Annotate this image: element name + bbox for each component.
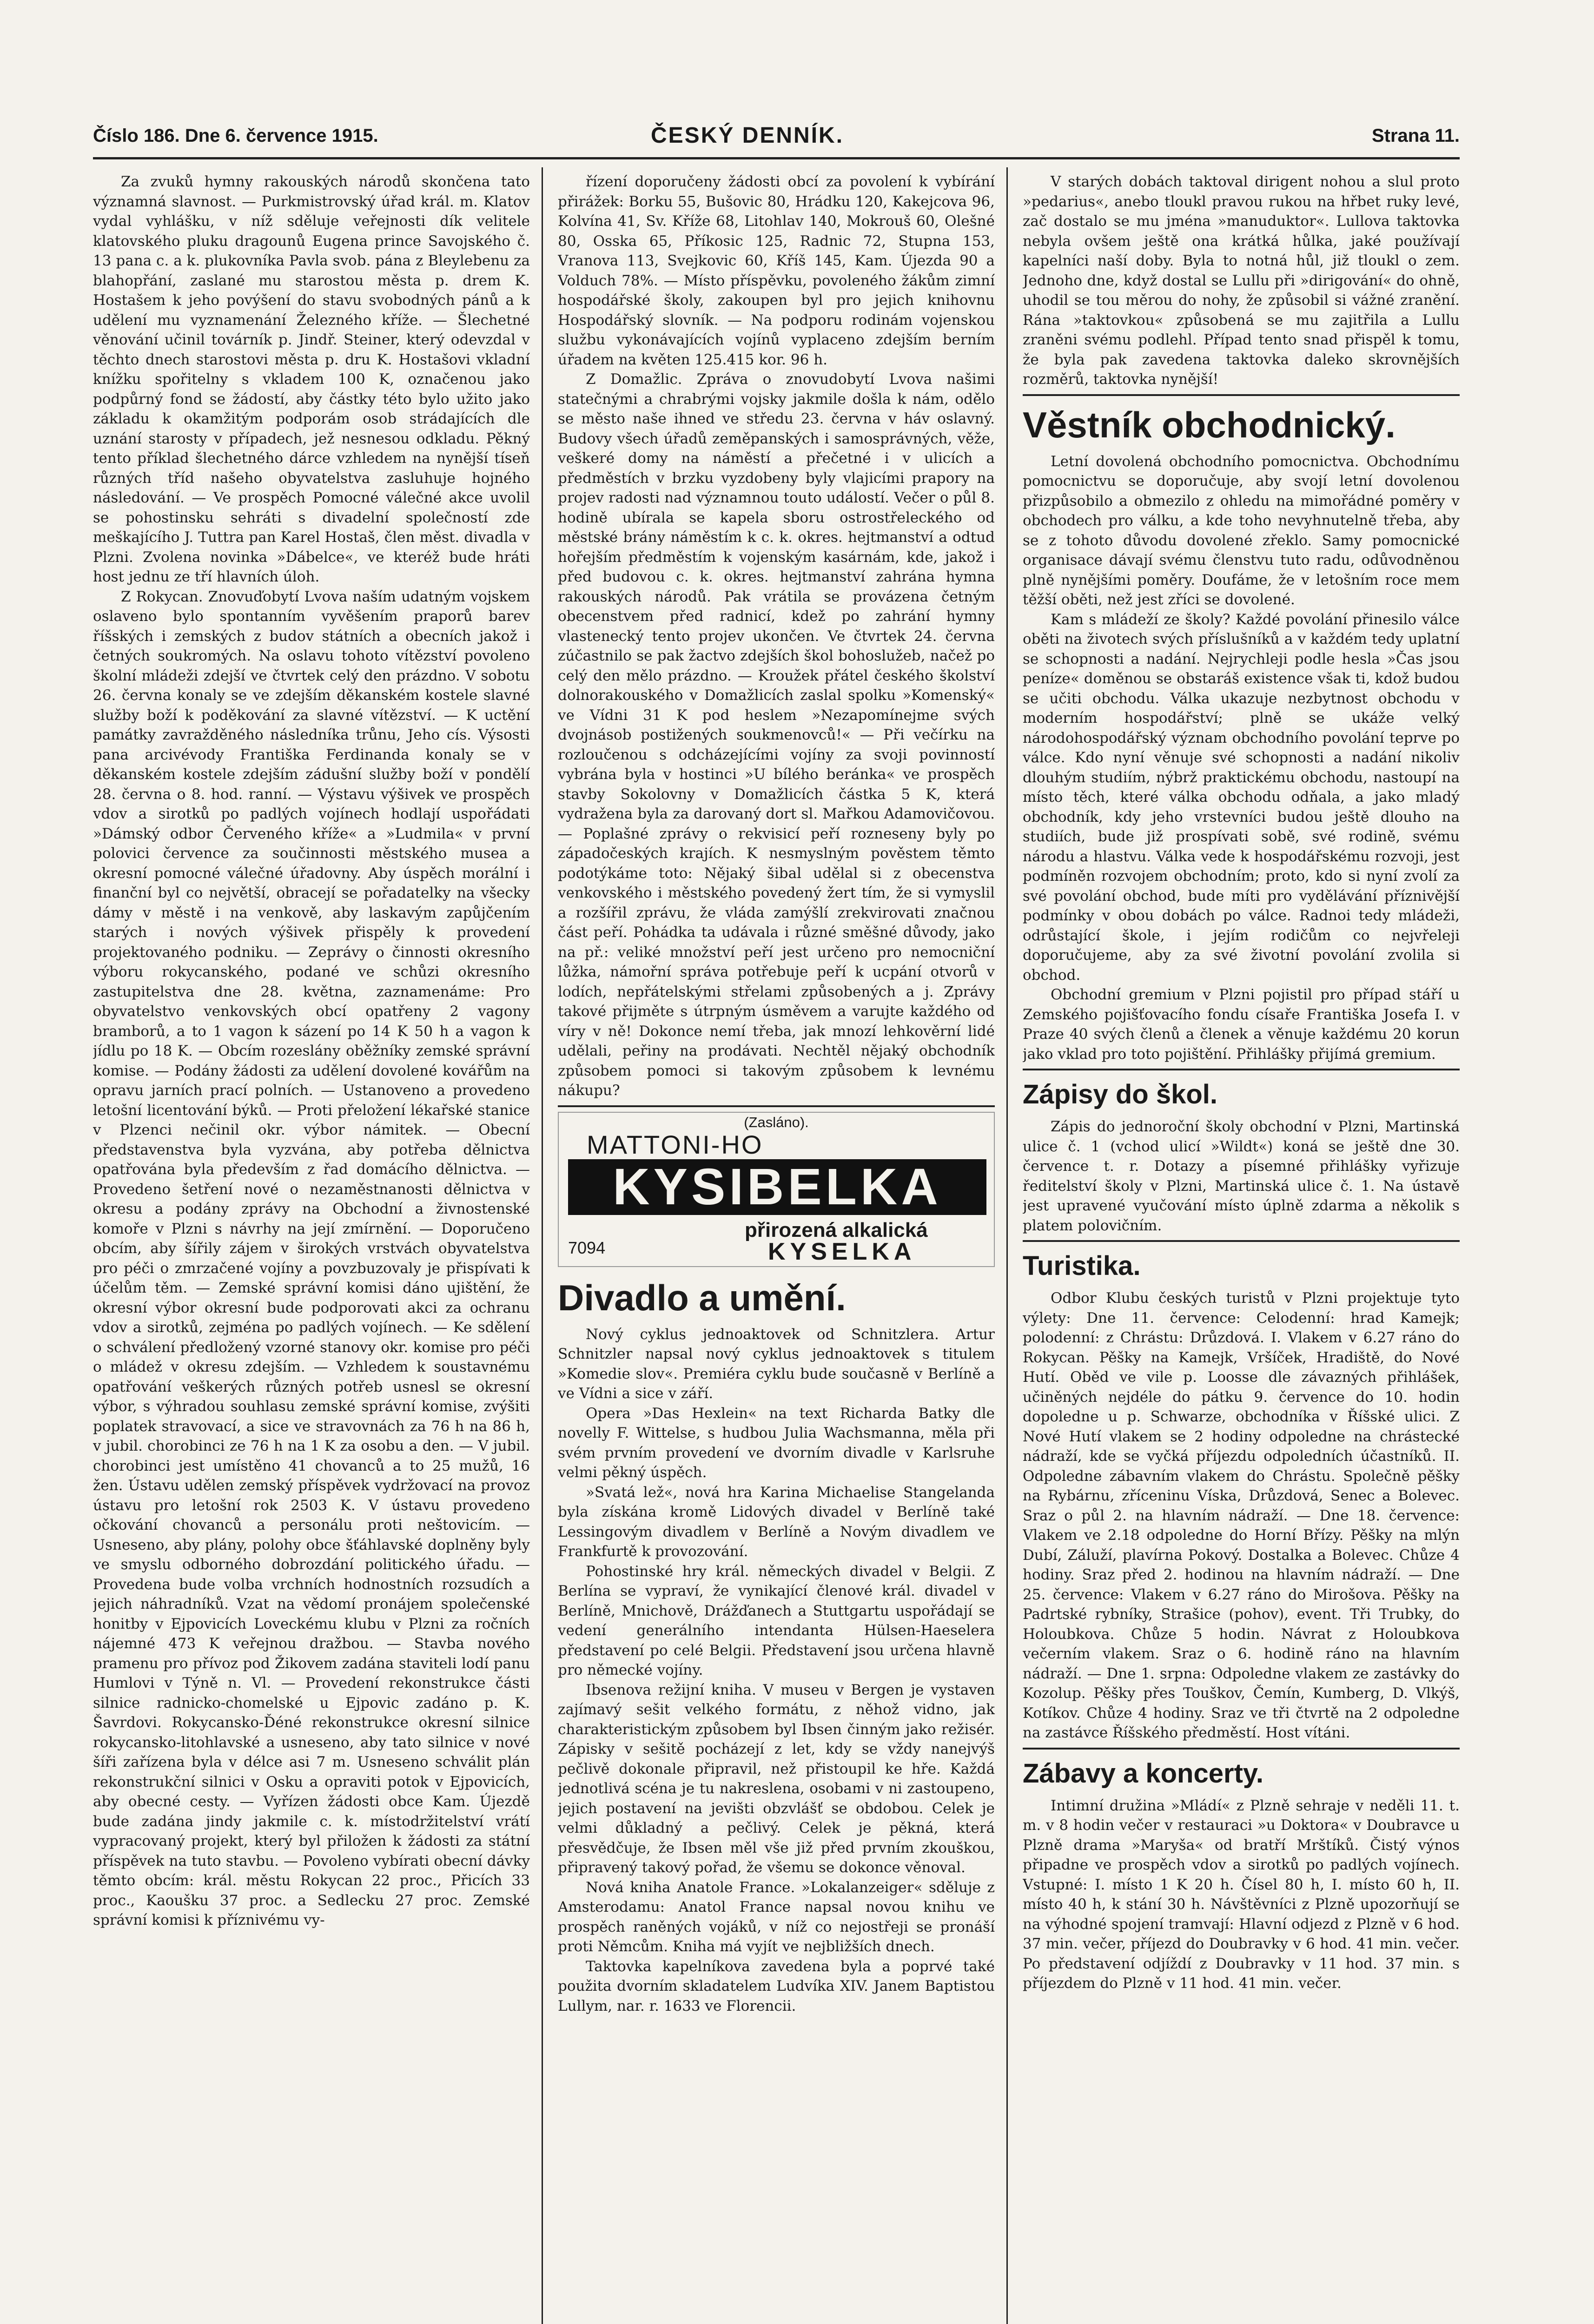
page-number: Strana 11. (1371, 125, 1460, 146)
ad-subtitle-2: KYSELKA (768, 1238, 916, 1265)
concerts-paragraph: Intimní družina »Mládí« z Plzně sehraje v neděli 11. t. m. v 8 hodin večer v restauraci »u Doktora« v Doubravce u Plzně drama »Maryša« od bratří Mrštíků. Čistý výnos připadne ve prospěch vdov a sirotků po padlých vojínech. Vstupné: I. místo 1 K 20 h. Čísel 80 h, I. místo 60 h, II. místo 40 h, k stání 30 h. Návštěvníci z Plzně upozorňují se na výhodné spojení tramvají: Hlavní odjezd z Plzně v 6 hod. 37 min. večer, příjezd do Doubravky v 6 hod. 41 min. večer. Po představení odjíždí z Doubravky v 11 hod. 37 min. s příjezdem do Plzně v 11 hod. 41 min. večer. (1023, 1797, 1460, 1992)
mattoni-advertisement (558, 1112, 995, 1267)
page-header (93, 125, 1460, 158)
column-divider-1 (542, 167, 543, 2324)
theatre-paragraph: Nová kniha Anatole France. »Lokalanzeiger« sděluje z Amsterodamu: Anatol France napsal novou knihu ve prospěch raněných vojáků, v níž co nejostřeji se pronáší proti Němcům. Kniha má vyjít ve nejbližších dnech. (558, 1879, 995, 1955)
theatre-paragraph: Ibsenova režijní kniha. V museu v Bergen je vystaven zajímavý sešit velkého formátu, z něhož vidno, jak charakteristickým způsobem byl Ibsen činným jako režisér. Zápisky v sešitě pocházejí z let, kdy se vždy nanejvýš pečlivě dokonale připravil, než přistoupil ke hře. Každá jednotlivá scéna je tu nakreslena, osobami v ni zastoupeno, jejich postavení na jevišti obzvlášť se obdobou. Celek je velmi důkladný a pečlivý. Celek je pěkná, která přesvědčuje, že Ibsen měl vše již před prvním zkouškou, připravený takový pořad, že všemu se dokonce věnoval. (558, 1681, 995, 1876)
divider (1023, 1069, 1460, 1070)
col1-paragraph: Z Rokycan. Znovuďobytí Lvova naším udatným vojskem oslaveno bylo spontanním vyvěšením praporů barev říšských i zemských z budov státních a obecních jakož i četných soukromých. Na oslavu tohoto vítězství povoleno školní mládeži zdejší ve čtvrtek celý den prázdno. V sobotu 26. června konaly se ve zdejším děkanském kostele slavné služby boží k poděkování za slavné vítězství. — K uctění památky zavražděného následníka trůnu, Jeho cís. Výsosti pana arcivévody Františka Ferdinanda konaly se v děkanském kostele zdejším zádušní služby boží v pondělí 28. června o 8. hod. ranní. — Výstavu výšivek ve prospěch vdov a sirotků po padlých vojínech hodlají uspořádati »Dámský odbor Červeného kříže« a »Ludmila« v první polovici července za součinnosti městského musea a okresní pomocné válečné úřadovny. Aby úspěch morální i finanční byl co největší, obracejí se pořadatelky na všecky dámy v městě i na venkově, aby laskavým zapůjčením starých i nových výšivek přispěly k provedení projektovaného podniku. — Zeprávy o činnosti okresního výboru rokycanského, podané ve schůzi okresního zastupitelstva dne 28. května, zaznamenáme: Pro obyvatelstvo venkovských obcí opatřeny 2 vagony bramborů, a to 1 vagon k sázení po 14 K 50 h a vagon k jídlu po 18 K. — Obcím rozeslány oběžníky zemské správní komise. — Podány žádosti za udělení dovolené kovářům na opravu jarních prací polních. — Ustanoveno a provedeno letošní licentování býků. — Proti přeložení lékařské stanice v Plzenci nečinil okr. výbor námitek. — Obecní představenstva byla vyzvána, aby potřeba dělnictva opatřována byla především z řad domácího dělnictva. — Provedeno šetření nové o nezaměstnanosti dělnictva v okresu a podány zprávy na Obchodní a živnostenské komoře v Plzni s návrhy na její zmírnění. — Doporučeno obcím, aby šířily zájem v širokých vrstvách obyvatelstva pro péči o zmrzačené vojíny a povzbuzovaly je přispívati k účelům těm. — Zemské správní komisi dáno ujištění, že okresní výbor okresní bude podporovati akci za ochranu vdov a sirotků, zejména po padlých vojínech. — Ke sdělení o schválení předložený vzorné stanovy okr. komise pro péči o mládež v okresu zdejším. — Vzhledem k soustavnému opatřování veškerých různých potřeb usnesl se okresní výbor, s výhradou souhlasu zemské správní komise, zvýšiti poplatek stravovací, a sice ve stravovnách za 76 h na 86 h, v jubil. chorobinci ze 76 h na 1 K za osobu a den. — V jubil. chorobinci jest umístěno 41 chovanců a to 25 mužů, 16 žen. Ústavu udělen zemský příspěvek vydržovací na provoz ústavu pro letošní rok 2503 K. V ústavu provedeno očkování chovanců a personálu proti neštovicím. — Usneseno, aby plány, polohy obce šťáhlavské doplněny byly ve smyslu odborného dobrozdání politického úřadu. — Provedena bude volba vrchních hodnostních rozsudích a jejich náhradníků. Vzat na vědomí pronájem společenské honitby v Ejpovicích Loveckému klubu v Plzni za ročních nájemné 473 K veřejnou dražbou. — Stavba nového pramenu pro přívoz pod Žikovem zadána staviteli lodí panu Humlovi v Týně n. Vl. — Provedení rekonstrukce části silnice radnicko-chomelské u Ejpovic zadáno p. K. Šavrdovi. Rokycansko-Ďéné rekonstrukce okresní silnice rokycansko-litohlavské a usneseno, aby tato silnice v nové šíři zařízena byla v délce asi 7 m. Usneseno schválit plán rekonstrukční silnici v Osku a opraviti potok v Ejpovicích, aby obecné cesty. — Vyřízen žádosti obce Kam. Újezdě bude zadána jindy jakmile c. k. místodržitelství vrátí vypracovaný projekt, který byl přiložen k žádosti za státní příspěvek na tuto stavbu. — Povoleno vybírati obecní dávky těmto obcím: král. městu Rokycan 22 proc., Přicích 33 proc., Kaoušku 37 proc. a Sedlecku 27 proc. Zemské správní komisi k příznivému vy- (93, 588, 530, 1928)
column-1 (93, 172, 530, 2324)
column-3 (1023, 172, 1460, 2324)
tourism-paragraph: Odbor Klubu českých turistů v Plzni projektuje tyto výlety: Dne 11. července: Celodenní: hrad Kamejk; polodenní: z Chrástu: Drůzdová. I. Vlakem v 6.27 ráno do Rokycan. Pěšky na Kamejk, Vršíček, Hradiště, do Nové Hutí. Oběd ve vile p. Loosse dle závazných přihlášek, učiněných nejdéle do pátku 9. července do 10. hodin dopoledne u p. Schwarze, obchodníka v Říšské ulici. Z Nové Hutí vlakem se 2 hodiny odpoledne na chrástecké nádraží, kde se vyčká příjezdu odpoledních účastníků. II. Odpoledne zábavním vlakem do Chrástu. Společně pěšky na Rybárnu, zříceninu Víska, Drůzdová, Senec a Bolevec. Sraz o půl 2. na hlavním nádraží. — Dne 18. července: Vlakem ve 2.18 odpoledne do Horní Břízy. Pěšky na mlýn Dubí, Záluží, plavírna Pokový. Dostalka a Bolevec. Chůze 4 hodiny. Sraz před 2. hodinou na hlavním nádraží. — Dne 25. července: Vlakem v 6.27 ráno do Mirošova. Pěšky na Padrtské rybníky, Strašice (pohov), event. Tři Trubky, do Holoubkova. Chůze 5 hodin. Návrat z Holoubkova večerním vlakem. Sraz o 6. hodině ráno na hlavním nádraží. — Dne 1. srpna: Odpoledne vlakem ze zastávky do Kozolup. Pěšky přes Touškov, Čemín, Kumberg, D. Vlkýš, Kotíkov. Chůze 4 hodiny. Sraz ve tři čtvrtě na 2 odpoledne na zastávce Říšského předměstí. Host vítáni. (1023, 1290, 1460, 1741)
section-title-theatre: Divadlo a umění. (558, 1277, 846, 1318)
section-title-commerce: Věstník obchodnický. (1023, 404, 1396, 445)
theatre-paragraph: Pohostinské hry král. německých divadel v Belgii. Z Berlína se vypraví, že vynikající členové král. divadel v Berlíně, Mnichově, Drážďanech a Stuttgartu uspořádají se vedení generálního intendanta Hülsen-Haeselera představení po celé Belgii. Představení jsou určena hlavně pro německé vojíny. (558, 1563, 995, 1678)
ad-subtitle: přirozená alkalická (745, 1218, 928, 1241)
col2-paragraph: Z Domažlic. Zpráva o znovudobytí Lvova našimi statečnými a chrabrými vojsky jakmile došla k nám, odělo se město naše ihned ve středu 23. června v háv oslavný. Budovy všech úřadů zeměpanských i samosprávných, věže, veškeré domy na náměstí a přečetné i v ulicích a předměstích v brzku vyzdobeny byly vlajicími prapory na projev radosti nad významnou touto událostí. Večer o půl 8. hodině ubírala se kapela sboru ostrostřeleckého od městské brány náměstím k c. k. okres. hejtmanství a odtud hořejším předměstím k vojenským kasárnám, kde, jakož i před budovou c. k. okres. hejtmanství zahrána hymna rakouských národů. Pak vrátila se provázena četným obecenstvem před radnicí, kdež po zahrání hymny vlastenecký tento projev ukončen. Ve čtvrtek 24. června zúčastnilo se pak žactvo zdejších škol bohoslužeb, načež po celý den mělo prázdno. — Kroužek přátel českého školství dolnorakouského v Domažlicích zaslal spolku »Komenský« ve Vídni 31 K pod heslem »Nezapomínejme svých dvojnásob postižených soukmenovců!« — Při večírku na rozloučenou s odcházejícími vojíny za svoji povinností vybrána byla v hostinci »U bílého beránka« ve prospěch stavby Sokolovny v Domažlicích částka 5 K, která vydražena byla za darovaný dort sl. Mařkou Adamovičovou. — Poplašné zprávy o rekvisicí peří rozneseny byly po západočeských krajích. K nesmyslným pověstem těmto podotýkáme toto: Nějaký šibal udělal si z obecenstva venkovského i městského povedený žert tím, že si vymyslil a rozšířil zprávu, že vláda zamýšlí zrekvirovati značnou část peří. Pohádka ta udávala i různé směšné důvody, jako na př.: veliké množství peří jest určeno pro nemocniční lůžka, námořní správa potřebuje peří k ucpání otvorů v lodích, nepřátelskými střelami způsobených a j. Zprávy takové přijměte s útrpným úsměvem a varujte každého od víry v ně! Dokonce nemí třeba, jak mnozí lehkověrní lidé udělali, peřiny na prodávati. Nechtěl nějaký obchodník způsobem pomoci si takovým způsobem k levnému nákupu? (558, 371, 995, 1099)
column-divider-2 (1006, 167, 1008, 2324)
divider (1023, 394, 1460, 396)
divider (1023, 1240, 1460, 1242)
ad-note: (Zasláno). (744, 1114, 809, 1130)
issue-date: Číslo 186. Dne 6. července 1915. (93, 125, 378, 146)
col2-paragraph: řízení doporučeny žádosti obcí za povolení k vybírání přirážek: Borku 55, Bušovic 80, Hrádku 120, Kakejcova 96, Kolvína 41, Sv. Kříže 68, Litohlav 140, Mokrouš 60, Olešné 80, Osska 65, Příkosic 125, Radnic 72, Stupna 153, Vranova 113, Svejkovic 60, Kříš 145, Kam. Újezda 90 a Volduch 78%. — Místo příspěvku, povoleného žákům zimní hospodářské školy, zakoupen byl pro jejich knihovnu Hospodářský slovník. — Na podporu rodinám vojenskou službu vykonávajících vojínů vyplaceno zdejším berním úřadem na květen 125.415 kor. 96 h. (558, 173, 995, 368)
schools-paragraph: Zápis do jednoroční školy obchodní v Plzni, Martinská ulice č. 1 (vchod ulicí »Wildt«) koná se ještě dne 30. července t. r. Dotazy a písemné přihlášky vyřizuje ředitelství školy v Plzni, Martinská ulice č. 1. Na ústavě jest upravené vyučování místo úplně zdarma a několik s platem polovičním. (1023, 1118, 1460, 1234)
divider (558, 1105, 995, 1107)
header-rule (93, 157, 1460, 159)
ad-number: 7094 (568, 1238, 606, 1257)
divider (1023, 1748, 1460, 1750)
theatre-paragraph: »Svatá lež«, nová hra Karina Michaelise Stangelanda byla získána kromě Lidových divadel v Berlíně také Lessingovým divadlem v Berlíně a Novým divadlem ve Frankfurtě k provozování. (558, 1484, 995, 1560)
section-title-tourism: Turistika. (1023, 1251, 1141, 1281)
theatre-paragraph: Nový cyklus jednoaktovek od Schnitzlera. Artur Schnitzler napsal nový cyklus jednoaktovek s titulem »Komedie slov«. Premiéra cyklu bude současně v Berlíně a ve Vídni a sice v září. (558, 1326, 995, 1402)
ad-product-name: KYSIBELKA (568, 1159, 986, 1215)
ad-brand: MATTONI-HO (587, 1129, 763, 1159)
section-title-concerts: Zábavy a koncerty. (1023, 1758, 1263, 1789)
col1-paragraph: Za zvuků hymny rakouských národů skončena tato významná slavnost. — Purkmistrovský úřad král. m. Klatov vydal vyhlášku, v níž sděluje veřejnosti dík velitele klatovského pluku dragounů Eugena prince Savojského č. 13 pana c. a k. plukovníka Pavla svob. pána z Bleylebenu za blahopřání, zaslané mu starostou města p. drem K. Hostašem k jeho povýšení do stavu svobodných pánů a k udělení mu vyznamenání Železného kříže. — Šlechetné věnování učinil továrník p. Jindř. Steiner, který odevzdal v těchto dnech starostovi města p. dru K. Hostašovi vkladní knížku spořitelny s vkladem 100 K, označenou jako podpůrný fond se žádostí, aby částky této bylo užito jako základu k okamžitým podporám osob strádajících dle uznání starosty v případech, jež nesnesou odkladu. Pěkný tento příklad šlechetného dárce vzhledem na nynější tíseň různých tříd našeho obyvatelstva zasluhuje hojného následování. — Ve prospěch Pomocné válečné akce uvolil se pohostinsku sehráti s divadelní společností zde meškajícího J. Tuttra pan Karel Hostaš, člen měst. divadla v Plzni. Zvolena novinka »Dábelce«, ve kteréž bude hráti host jednu ze tří hlavních úloh. (93, 173, 530, 585)
col3-intro: V starých dobách taktoval dirigent nohou a slul proto »pedarius«, anebo tloukl pravou rukou na hřbet ruky levé, zač dostalo se mu jména »manuduktor«. Lullova taktovka nebyla ovšem ještě ona krátká hůlka, jaké používají kapelníci naší doby. Byla to notná hůl, již tloukl o zem. Jednoho dne, když dostal se Lullu při »dirigování« do ohně, uhodil se tou měrou do nohy, že způsobil si vážné zranění. Rána »taktovkou« způsobená se mu zajitřila a Lullu zraněni svému podlehl. Případ tento snad přispěl k tomu, že byla pak zavedena taktovka daleko skrovnějších rozměrů, taktovka nynější! (1023, 173, 1460, 388)
section-title-schools: Zápisy do škol. (1023, 1079, 1217, 1109)
commerce-paragraph: Kam s mládeží ze školy? Každé povolání přinesilo válce oběti na životech svých příslušníků a v každém tedy uplatní se schopnosti a nadání. Nejrychleji podle hesla »Čas jsou peníze« doměnou se obstaráš existence však ti, kdož budou se učiti obchodu. Válka ukazuje nezbytnost obchodu v moderním hospodářství; plně se ukáže velký národohospodářský význam obchodního povolání teprve po válce. Kdo nyní věnuje své schopnosti a nadání nikoliv dlouhým studiím, nýbrž praktickému obchodu, nastoupí na místo těch, které válka obchodu odňala, a jako mladý obchodník, kdy jeho vrstevníci budou ještě dlouho na studiích, bude již prospívati sobě, své rodině, svému národu a hlastvu. Válka vede k hospodářskému rozvoji, jest podmíněn rozvojem obchodním; proto, kdo si nyní zvolí za své povolání obchod, bude míti pro vydělávání příznivější podmínky v obou dobách po válce. Radnoi tedy mládeži, odrůstající škole, i jejím rodičům co nejvřeleji doporučujeme, aby za své životní povolání zvolila si obchod. (1023, 611, 1460, 984)
commerce-paragraph: Letní dovolená obchodního pomocnictva. Obchodnímu pomocnictvu se doporučuje, aby svojí letní dovolenou přizpůsobilo a obmezilo z ohledu na mimořádné poměry v obchodech pro válku, a kde toho nevyhnutelně třeba, aby se z tohoto důvodu dovolené zřeklo. Samy pomocnické organisace dávají svému členstvu tuto radu, odůvodněnou plně nynějšími poměry. Doufáme, že v letošním roce mem těžší oběti, než jest zříci se dovolené. (1023, 453, 1460, 608)
newspaper-title: ČESKÝ DENNÍK. (651, 123, 844, 148)
column-2 (558, 172, 995, 2324)
commerce-paragraph: Obchodní gremium v Plzni pojistil pro případ stáří u Zemského pojišťovacího fondu císaře Františka Josefa I. v Praze 40 svých členů a členek a věnuje každému 20 korun jako vklad pro toto pojištění. Přihlášky přijímá gremium. (1023, 986, 1460, 1063)
theatre-paragraph: Opera »Das Hexlein« na text Richarda Batky dle novelly F. Wittelse, s hudbou Julia Wachsmanna, měla při svém prvním provedení ve dvorním divadle v Karlsruhe velmi pěkný úspěch. (558, 1405, 995, 1481)
theatre-paragraph: Taktovka kapelníkova zavedena byla a poprvé také použita dvorním skladatelem Ludvíka XIV. Janem Baptistou Lullym, nar. r. 1633 ve Florencii. (558, 1958, 995, 2014)
